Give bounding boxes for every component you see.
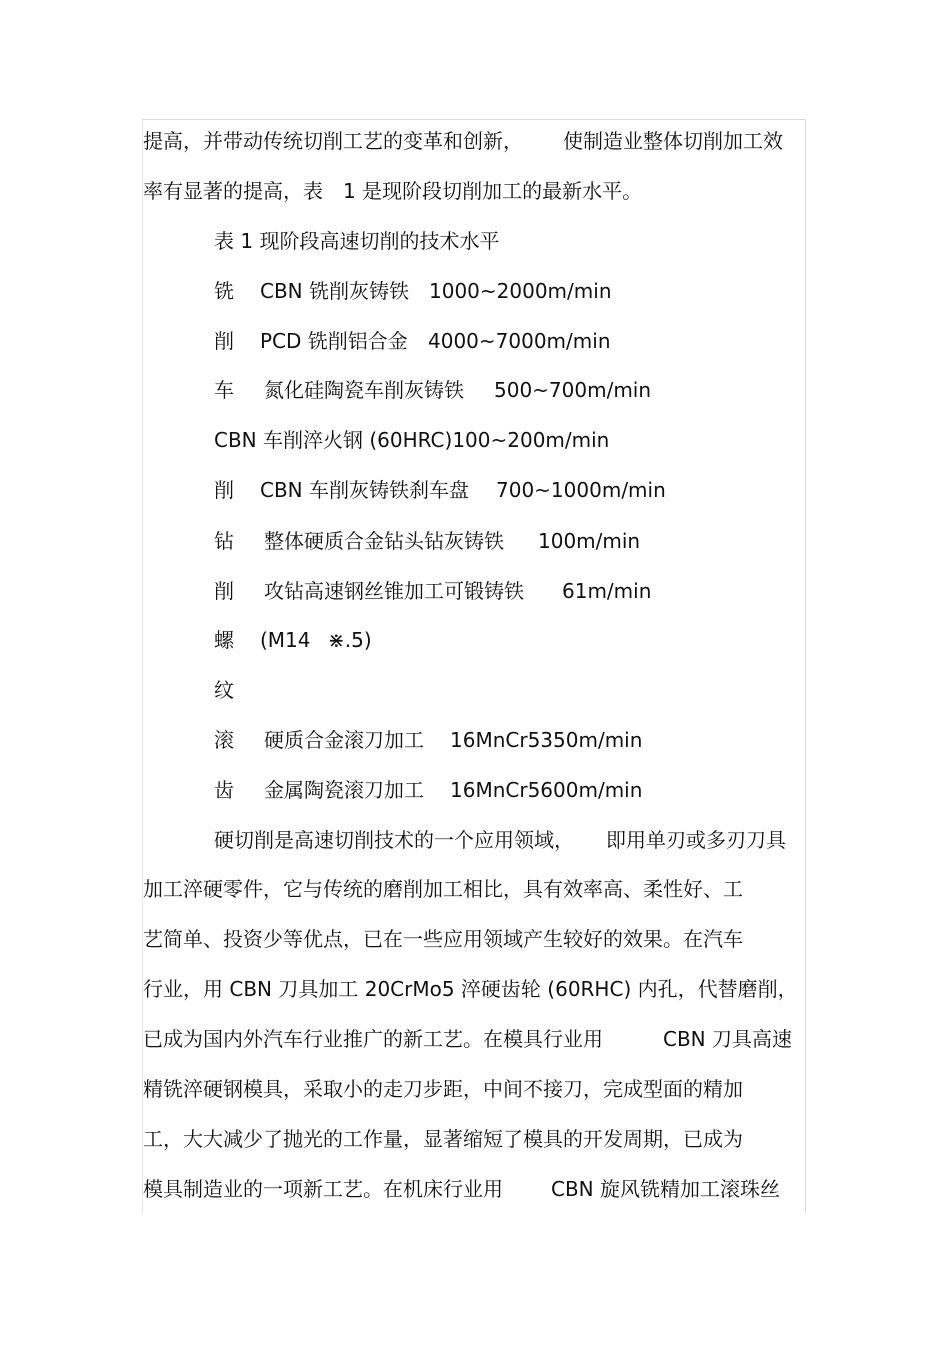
row-description: 硬质合金滚刀加工: [264, 728, 424, 752]
row-speed: 16MnCr5350m/min: [450, 728, 643, 752]
table-row: [214, 627, 372, 653]
row-category: 铣: [214, 279, 234, 303]
row-speed: 16MnCr5600m/min: [450, 778, 643, 802]
row-category: 削: [214, 579, 234, 603]
paragraph-2-line-5-part-a: 已成为国内外汽车行业推广的新工艺。在模具行业用: [143, 1027, 603, 1051]
row-speed: 61m/min: [562, 579, 652, 603]
row-speed: 100m/min: [538, 529, 641, 553]
paragraph-2-line-4: 行业，用 CBN 刀具加工 20CrMo5 淬硬齿轮 (60RHC) 内孔，代替磨削，: [143, 977, 798, 1001]
row-speed: 500~700m/min: [494, 378, 652, 402]
table-row: [214, 328, 611, 354]
row-description: (M14: [260, 628, 311, 652]
paragraph-2-line-3: 艺简单、投资少等优点，已在一些应用领域产生较好的效果。在汽车: [143, 927, 743, 951]
table-row: [214, 727, 643, 753]
paragraph-1-line-2: 率有显著的提高，表 1 是现阶段切削加工的最新水平。: [143, 179, 643, 203]
paragraph-1-line-1-part-a: 提高，并带动传统切削工艺的变革和创新，: [143, 129, 523, 153]
paragraph-2-line-5-part-b: CBN 刀具高速: [663, 1027, 793, 1051]
table-row: [214, 677, 234, 703]
row-description: CBN 铣削灰铸铁: [260, 279, 410, 303]
row-description: 攻钻高速钢丝锥加工可锻铸铁: [264, 579, 524, 603]
row-category: 削: [214, 329, 234, 353]
row-category: 纹: [214, 678, 234, 702]
table-row: [214, 477, 666, 503]
row-category: 齿: [214, 778, 234, 802]
paragraph-2-line-1: [214, 827, 786, 853]
paragraph-1-line-1: [143, 128, 783, 154]
table-title: 表 1 现阶段高速切削的技术水平: [214, 229, 500, 253]
row-category: 削: [214, 478, 234, 502]
row-description: 整体硬质合金钻头钻灰铸铁: [264, 529, 504, 553]
paragraph-2-line-7: 工，大大减少了抛光的工作量，显著缩短了模具的开发周期，已成为: [143, 1127, 743, 1151]
row-category: 钻: [214, 529, 234, 553]
row-speed: ⋇.5): [328, 628, 372, 652]
paragraph-2-line-8-part-b: CBN 旋风铣精加工滚珠丝: [551, 1177, 781, 1201]
paragraph-2-line-8-part-a: 模具制造业的一项新工艺。在机床行业用: [143, 1177, 503, 1201]
row-speed: 4000~7000m/min: [428, 329, 611, 353]
row-category: 滚: [214, 728, 234, 752]
row-full-text: CBN 车削淬火钢 (60HRC)100~200m/min: [214, 428, 610, 452]
row-category: 螺: [214, 628, 234, 652]
row-description: CBN 车削灰铸铁刹车盘: [260, 478, 470, 502]
paragraph-1-line-1-part-b: 使制造业整体切削加工效: [563, 129, 783, 153]
table-row: [214, 528, 641, 554]
table-row: [214, 377, 652, 403]
table-row: [214, 777, 643, 803]
paragraph-2-line-2: 加工淬硬零件，它与传统的磨削加工相比，具有效率高、柔性好、工: [143, 877, 743, 901]
table-row: [214, 578, 652, 604]
row-speed: 700~1000m/min: [496, 478, 666, 502]
row-description: 金属陶瓷滚刀加工: [264, 778, 424, 802]
paragraph-2-line-6: 精铣淬硬钢模具，采取小的走刀步距，中间不接刀，完成型面的精加: [143, 1077, 743, 1101]
paragraph-2-line-1-part-b: 即用单刃或多刃刀具: [606, 828, 786, 852]
paragraph-2-line-8: [143, 1176, 781, 1202]
table-row: [214, 278, 612, 304]
paragraph-2-line-5: [143, 1026, 793, 1052]
row-category: 车: [214, 378, 234, 402]
paragraph-2-line-1-part-a: 硬切削是高速切削技术的一个应用领域，: [214, 828, 574, 852]
row-description: PCD 铣削铝合金: [260, 329, 408, 353]
row-description: 氮化硅陶瓷车削灰铸铁: [264, 378, 464, 402]
table-row: [214, 427, 610, 453]
row-speed: 1000~2000m/min: [429, 279, 612, 303]
